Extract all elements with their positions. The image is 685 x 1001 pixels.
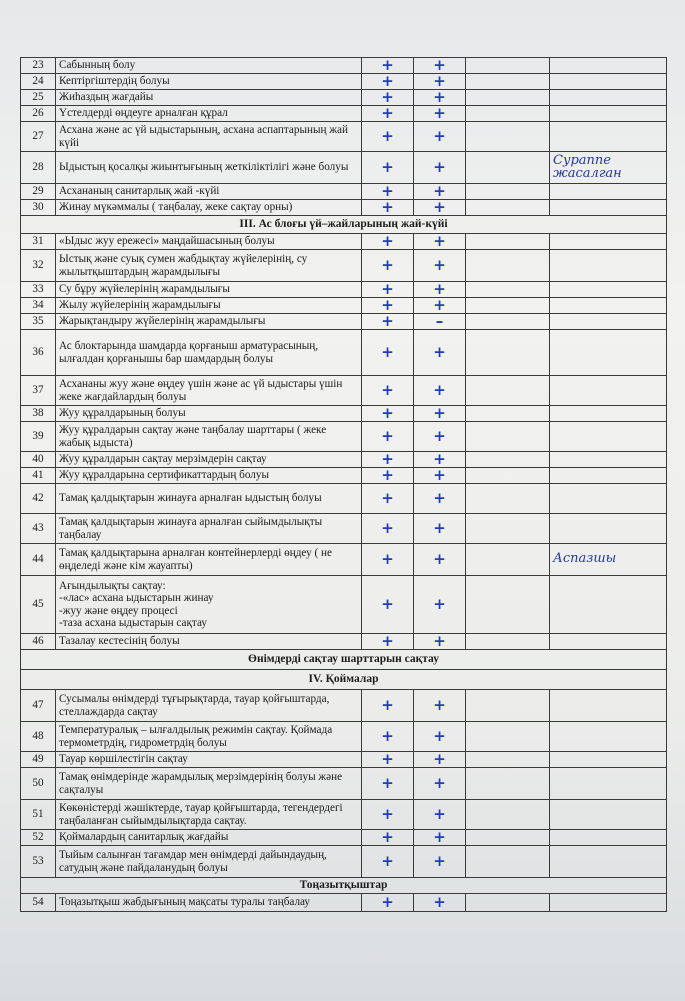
- checklist-body: [21, 58, 667, 912]
- table-row: [21, 576, 667, 634]
- empty-cell: [466, 58, 550, 74]
- handwritten-note: [550, 830, 667, 846]
- criterion-text: Жуу құралдарын сақтау және таңбалау шарттары ( жеке жабық ыдыста): [56, 422, 362, 452]
- check-mark-1: +: [362, 90, 414, 106]
- criterion-text: Жинау мүкәммалы ( таңбалау, жеке сақтау орны): [56, 200, 362, 216]
- check-mark-2: +: [414, 406, 466, 422]
- section-title: III. Ас блоғы үй–жайларының жай-күйі: [21, 216, 667, 234]
- section-header-row: [21, 878, 667, 894]
- empty-cell: [466, 200, 550, 216]
- section-title: IV. Қоймалар: [21, 670, 667, 690]
- empty-cell: [466, 690, 550, 722]
- check-mark-1: +: [362, 234, 414, 250]
- handwritten-note: [550, 722, 667, 752]
- check-mark-1: +: [362, 330, 414, 376]
- handwritten-note: [550, 106, 667, 122]
- criterion-text: Көкөністерді жәшіктерде, тауар қойғыштарда, тегендердегі таңбаланған сыйымдылықтарда сақтау.: [56, 800, 362, 830]
- check-mark-2: +: [414, 122, 466, 152]
- check-mark-1: +: [362, 282, 414, 298]
- table-row: [21, 184, 667, 200]
- handwritten-note: [550, 74, 667, 90]
- check-mark-1: +: [362, 452, 414, 468]
- criterion-text: Үстелдерді өңдеуге арналған құрал: [56, 106, 362, 122]
- check-mark-2: +: [414, 90, 466, 106]
- check-mark-2: +: [414, 690, 466, 722]
- handwritten-note: [550, 514, 667, 544]
- empty-cell: [466, 800, 550, 830]
- row-number: 28: [21, 152, 56, 184]
- section-header-row: [21, 670, 667, 690]
- table-row: [21, 200, 667, 216]
- table-row: [21, 468, 667, 484]
- handwritten-note: [550, 184, 667, 200]
- check-mark-1: +: [362, 106, 414, 122]
- criterion-text: Тамақ өнімдерінде жарамдылық мерзімдерінің болуы және сақталуы: [56, 768, 362, 800]
- check-mark-1: +: [362, 722, 414, 752]
- row-number: 36: [21, 330, 56, 376]
- row-number: 24: [21, 74, 56, 90]
- empty-cell: [466, 234, 550, 250]
- table-row: [21, 90, 667, 106]
- check-mark-2: +: [414, 184, 466, 200]
- criterion-text: Тамақ қалдықтарын жинауға арналған ыдыстың болуы: [56, 484, 362, 514]
- handwritten-note: [550, 376, 667, 406]
- empty-cell: [466, 452, 550, 468]
- row-number: 50: [21, 768, 56, 800]
- check-mark-1: +: [362, 846, 414, 878]
- empty-cell: [466, 544, 550, 576]
- handwritten-note: [550, 282, 667, 298]
- check-mark-2: +: [414, 576, 466, 634]
- check-mark-1: +: [362, 298, 414, 314]
- empty-cell: [466, 768, 550, 800]
- handwritten-note: [550, 752, 667, 768]
- criterion-text: Жарықтандыру жүйелерінің жарамдылығы: [56, 314, 362, 330]
- empty-cell: [466, 752, 550, 768]
- check-mark-1: +: [362, 634, 414, 650]
- check-mark-1: +: [362, 152, 414, 184]
- check-mark-1: +: [362, 314, 414, 330]
- check-mark-2: +: [414, 846, 466, 878]
- empty-cell: [466, 406, 550, 422]
- row-number: 25: [21, 90, 56, 106]
- row-number: 44: [21, 544, 56, 576]
- check-mark-1: +: [362, 376, 414, 406]
- table-row: [21, 800, 667, 830]
- row-number: 54: [21, 894, 56, 912]
- empty-cell: [466, 514, 550, 544]
- table-row: [21, 282, 667, 298]
- table-row: [21, 250, 667, 282]
- row-number: 31: [21, 234, 56, 250]
- check-mark-1: +: [362, 752, 414, 768]
- check-mark-2: +: [414, 282, 466, 298]
- empty-cell: [466, 894, 550, 912]
- check-mark-1: +: [362, 58, 414, 74]
- handwritten-note: [550, 422, 667, 452]
- criterion-text: Жылу жүйелерінің жарамдылығы: [56, 298, 362, 314]
- empty-cell: [466, 576, 550, 634]
- criterion-text: Кептіргіштердің болуы: [56, 74, 362, 90]
- empty-cell: [466, 122, 550, 152]
- check-mark-2: +: [414, 894, 466, 912]
- row-number: 27: [21, 122, 56, 152]
- criterion-text: Тамақ қалдықтарына арналған контейнерлерді өңдеу ( не өңделеді және кім жауапты): [56, 544, 362, 576]
- handwritten-note: [550, 330, 667, 376]
- check-mark-2: +: [414, 830, 466, 846]
- row-number: 51: [21, 800, 56, 830]
- table-row: [21, 484, 667, 514]
- criterion-text: Тамақ қалдықтарын жинауға арналған сыйымдылықты таңбалау: [56, 514, 362, 544]
- table-row: [21, 406, 667, 422]
- table-row: [21, 376, 667, 406]
- criterion-text: Асхананы жуу және өңдеу үшін және ас үй ыдыстары үшін жеке жағдайлардың болуы: [56, 376, 362, 406]
- empty-cell: [466, 830, 550, 846]
- check-mark-1: +: [362, 74, 414, 90]
- criterion-text: Асхананың санитарлық жай -күйі: [56, 184, 362, 200]
- criterion-text: Су бұру жүйелерінің жарамдылығы: [56, 282, 362, 298]
- handwritten-note: [550, 800, 667, 830]
- table-row: [21, 314, 667, 330]
- check-mark-1: +: [362, 422, 414, 452]
- row-number: 52: [21, 830, 56, 846]
- table-row: [21, 74, 667, 90]
- table-row: [21, 846, 667, 878]
- empty-cell: [466, 484, 550, 514]
- check-mark-1: +: [362, 250, 414, 282]
- row-number: 45: [21, 576, 56, 634]
- handwritten-note: [550, 90, 667, 106]
- handwritten-note: [550, 468, 667, 484]
- handwritten-note: [550, 484, 667, 514]
- row-number: 33: [21, 282, 56, 298]
- handwritten-note: [550, 58, 667, 74]
- check-mark-2: +: [414, 298, 466, 314]
- empty-cell: [466, 722, 550, 752]
- row-number: 41: [21, 468, 56, 484]
- handwritten-note: Аспазшы: [550, 544, 667, 576]
- table-row: [21, 544, 667, 576]
- table-row: [21, 330, 667, 376]
- empty-cell: [466, 106, 550, 122]
- table-row: [21, 830, 667, 846]
- criterion-text: Ыдыстың қосалқы жиынтығының жеткіліктілігі және болуы: [56, 152, 362, 184]
- check-mark-2: +: [414, 250, 466, 282]
- checklist-table: [20, 57, 667, 912]
- table-row: [21, 122, 667, 152]
- row-number: 34: [21, 298, 56, 314]
- check-mark-1: +: [362, 514, 414, 544]
- table-row: [21, 422, 667, 452]
- criterion-text: Жиһаздың жағдайы: [56, 90, 362, 106]
- check-mark-2: +: [414, 752, 466, 768]
- table-row: [21, 634, 667, 650]
- handwritten-note: [550, 250, 667, 282]
- criterion-text: «Ыдыс жуу ережесі» маңдайшасының болуы: [56, 234, 362, 250]
- check-mark-2: +: [414, 514, 466, 544]
- criterion-text: Жуу құралдарының болуы: [56, 406, 362, 422]
- check-mark-1: +: [362, 184, 414, 200]
- check-mark-1: +: [362, 122, 414, 152]
- check-mark-2: +: [414, 544, 466, 576]
- check-mark-2: +: [414, 330, 466, 376]
- row-number: 30: [21, 200, 56, 216]
- section-title: Тоңазытқыштар: [21, 878, 667, 894]
- check-mark-1: +: [362, 768, 414, 800]
- empty-cell: [466, 330, 550, 376]
- table-row: [21, 752, 667, 768]
- check-mark-2: +: [414, 468, 466, 484]
- criterion-text: Сабынның болу: [56, 58, 362, 74]
- check-mark-1: +: [362, 200, 414, 216]
- check-mark-2: +: [414, 234, 466, 250]
- row-number: 23: [21, 58, 56, 74]
- section-title: Өнімдерді сақтау шарттарын сақтау: [21, 650, 667, 670]
- empty-cell: [466, 376, 550, 406]
- criterion-text: Сусымалы өнімдерді тұғырықтарда, тауар қойғыштарда, стеллаждарда сақтау: [56, 690, 362, 722]
- criterion-text: Асхана және ас үй ыдыстарының, асхана аспаптарының жай күйі: [56, 122, 362, 152]
- section-header-row: [21, 650, 667, 670]
- handwritten-note: [550, 200, 667, 216]
- check-mark-2: +: [414, 152, 466, 184]
- table-row: [21, 894, 667, 912]
- row-number: 32: [21, 250, 56, 282]
- table-row: [21, 722, 667, 752]
- check-mark-1: +: [362, 576, 414, 634]
- handwritten-note: [550, 234, 667, 250]
- criterion-text: Жуу құралдарын сақтау мерзімдерін сақтау: [56, 452, 362, 468]
- handwritten-note: [550, 122, 667, 152]
- check-mark-2: –: [414, 314, 466, 330]
- row-number: 43: [21, 514, 56, 544]
- check-mark-1: +: [362, 484, 414, 514]
- criterion-text: Тоңазытқыш жабдығының мақсаты туралы таңбалау: [56, 894, 362, 912]
- row-number: 35: [21, 314, 56, 330]
- handwritten-note: Сураппе жасалган: [550, 152, 667, 184]
- handwritten-note: [550, 314, 667, 330]
- row-number: 38: [21, 406, 56, 422]
- row-number: 37: [21, 376, 56, 406]
- empty-cell: [466, 846, 550, 878]
- check-mark-1: +: [362, 468, 414, 484]
- criterion-text: Тыйым салынған тағамдар мен өнімдерді дайындаудың, сатудың және пайдаланудың болуы: [56, 846, 362, 878]
- empty-cell: [466, 152, 550, 184]
- empty-cell: [466, 422, 550, 452]
- handwritten-note: [550, 298, 667, 314]
- row-number: 47: [21, 690, 56, 722]
- empty-cell: [466, 468, 550, 484]
- check-mark-2: +: [414, 452, 466, 468]
- empty-cell: [466, 90, 550, 106]
- handwritten-note: [550, 768, 667, 800]
- row-number: 46: [21, 634, 56, 650]
- table-row: [21, 768, 667, 800]
- empty-cell: [466, 184, 550, 200]
- row-number: 26: [21, 106, 56, 122]
- check-mark-1: +: [362, 830, 414, 846]
- criterion-text: Қоймалардың санитарлық жағдайы: [56, 830, 362, 846]
- check-mark-2: +: [414, 200, 466, 216]
- criterion-text: Ағындылықты сақтау: -«лас» асхана ыдыстарын жинау -жуу және өңдеу процесі -таза асхана ыдыстарын сақтау: [56, 576, 362, 634]
- handwritten-note: [550, 634, 667, 650]
- row-number: 53: [21, 846, 56, 878]
- row-number: 49: [21, 752, 56, 768]
- row-number: 39: [21, 422, 56, 452]
- check-mark-2: +: [414, 722, 466, 752]
- empty-cell: [466, 298, 550, 314]
- table-row: [21, 452, 667, 468]
- handwritten-note: [550, 690, 667, 722]
- check-mark-1: +: [362, 800, 414, 830]
- check-mark-2: +: [414, 484, 466, 514]
- criterion-text: Жуу құралдарына сертификаттардың болуы: [56, 468, 362, 484]
- empty-cell: [466, 314, 550, 330]
- criterion-text: Температуралық – ылғалдылық режимін сақтау. Қоймада термометрдің, гидрометрдің болуы: [56, 722, 362, 752]
- check-mark-1: +: [362, 406, 414, 422]
- table-row: [21, 234, 667, 250]
- check-mark-2: +: [414, 376, 466, 406]
- criterion-text: Ас блоктарында шамдарда қорғаныш арматурасының, ылғалдан қорғанышы бар шамдардың болуы: [56, 330, 362, 376]
- section-header-row: [21, 216, 667, 234]
- row-number: 29: [21, 184, 56, 200]
- empty-cell: [466, 634, 550, 650]
- empty-cell: [466, 282, 550, 298]
- check-mark-2: +: [414, 634, 466, 650]
- check-mark-1: +: [362, 894, 414, 912]
- table-row: [21, 152, 667, 184]
- handwritten-note: [550, 846, 667, 878]
- check-mark-2: +: [414, 58, 466, 74]
- table-row: [21, 298, 667, 314]
- row-number: 42: [21, 484, 56, 514]
- table-row: [21, 106, 667, 122]
- handwritten-note: [550, 452, 667, 468]
- criterion-text: Тауар көршілестігін сақтау: [56, 752, 362, 768]
- check-mark-2: +: [414, 800, 466, 830]
- empty-cell: [466, 250, 550, 282]
- empty-cell: [466, 74, 550, 90]
- check-mark-2: +: [414, 106, 466, 122]
- criterion-text: Тазалау кестесінің болуы: [56, 634, 362, 650]
- criterion-text: Ыстық және суық сумен жабдықтау жүйелерінің, су жылытқыштардың жарамдылығы: [56, 250, 362, 282]
- table-row: [21, 58, 667, 74]
- handwritten-note: [550, 576, 667, 634]
- table-row: [21, 690, 667, 722]
- check-mark-2: +: [414, 74, 466, 90]
- row-number: 40: [21, 452, 56, 468]
- row-number: 48: [21, 722, 56, 752]
- table-row: [21, 514, 667, 544]
- check-mark-1: +: [362, 690, 414, 722]
- handwritten-note: [550, 894, 667, 912]
- handwritten-note: [550, 406, 667, 422]
- check-mark-1: +: [362, 544, 414, 576]
- check-mark-2: +: [414, 768, 466, 800]
- check-mark-2: +: [414, 422, 466, 452]
